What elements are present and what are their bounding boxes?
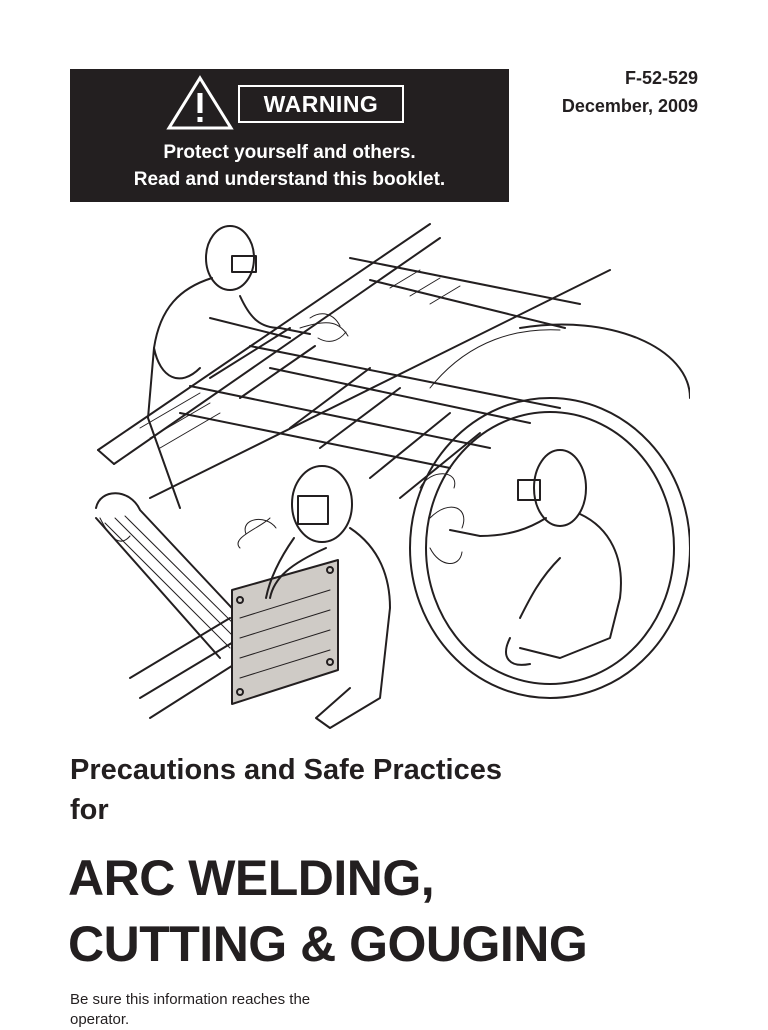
warning-label: WARNING <box>238 85 404 123</box>
warning-banner <box>70 69 509 202</box>
main-title <box>68 845 587 977</box>
warning-line-1: Protect yourself and others. <box>163 142 416 163</box>
subtitle-line-2: for <box>70 794 109 826</box>
warning-line-2: Read and understand this booklet. <box>133 169 446 190</box>
operator-note: Be sure this information reaches the operator. <box>70 991 311 1028</box>
main-title-line-2: CUTTING & GOUGING <box>68 916 588 972</box>
subtitle <box>70 750 502 830</box>
welders-illustration <box>90 218 690 738</box>
warning-message <box>70 139 509 193</box>
subtitle-line-1: Precautions and Safe Practices <box>70 754 502 786</box>
document-date: December, 2009 <box>561 96 698 116</box>
document-meta <box>562 64 698 120</box>
document-number: F-52-529 <box>624 68 698 88</box>
main-title-line-1: ARC WELDING, <box>68 850 435 906</box>
warning-triangle-icon <box>166 75 234 131</box>
